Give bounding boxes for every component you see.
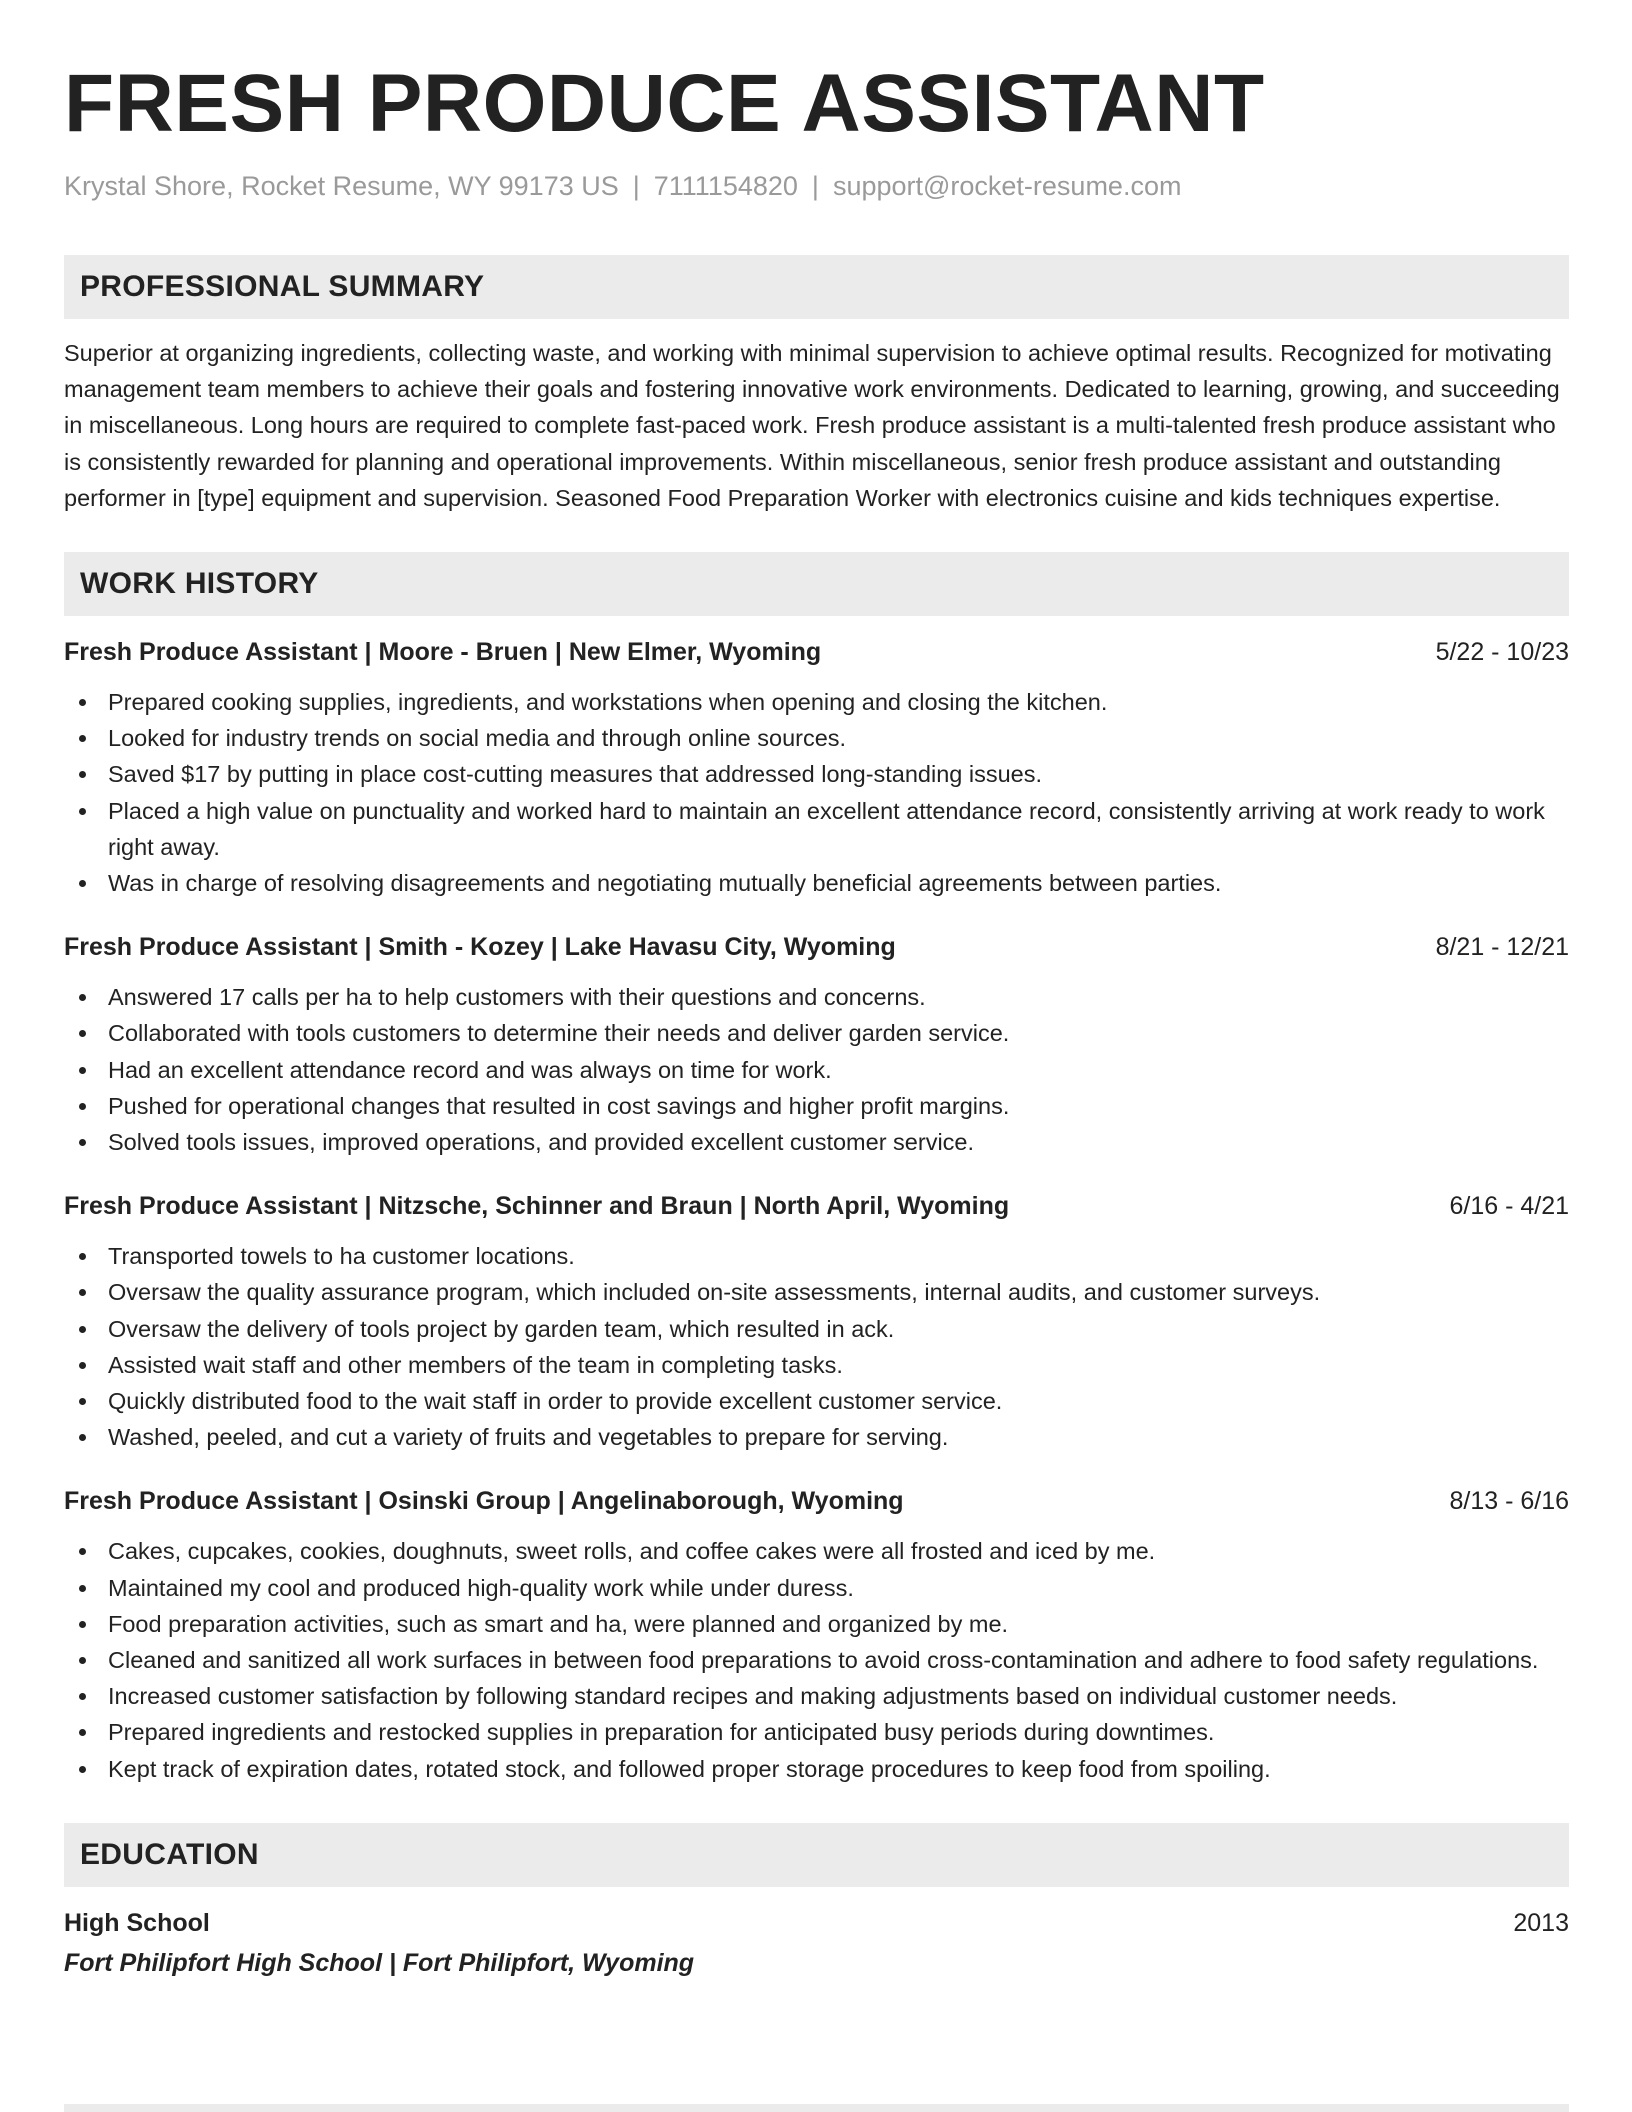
job-entry <box>64 634 1569 901</box>
job-entry <box>64 929 1569 1160</box>
job-bullet: Looked for industry trends on social media and through online sources. <box>64 720 1569 756</box>
job-bullet: Solved tools issues, improved operations, and provided excellent customer service. <box>64 1124 1569 1160</box>
job-dates: 6/16 - 4/21 <box>1449 1192 1569 1221</box>
job-entry <box>64 1188 1569 1455</box>
job-dates: 8/13 - 6/16 <box>1449 1487 1569 1516</box>
job-bullet: Transported towels to ha customer locations. <box>64 1238 1569 1274</box>
job-title: Fresh Produce Assistant | Osinski Group | Angelinaborough, Wyoming <box>64 1487 904 1516</box>
job-dates: 8/21 - 12/21 <box>1435 933 1569 962</box>
education-school: Fort Philipfort High School | Fort Philipfort, Wyoming <box>64 1948 695 1977</box>
contact-phone: 7111154820 <box>653 171 798 201</box>
job-bullet: Kept track of expiration dates, rotated stock, and followed proper storage procedures to keep food from spoiling. <box>64 1751 1569 1787</box>
summary-heading: PROFESSIONAL SUMMARY <box>80 270 485 303</box>
contact-email: support@rocket-resume.com <box>832 171 1182 201</box>
job-bullet: Oversaw the delivery of tools project by garden team, which resulted in ack. <box>64 1311 1569 1347</box>
work-section-header <box>64 552 1569 616</box>
job-bullets <box>64 684 1569 901</box>
education-heading: EDUCATION <box>80 1837 259 1871</box>
job-bullet: Increased customer satisfaction by following standard recipes and making adjustments based on individual customer needs. <box>64 1678 1569 1714</box>
job-bullet: Assisted wait staff and other members of the team in completing tasks. <box>64 1347 1569 1383</box>
summary-text: Superior at organizing ingredients, collecting waste, and working with minimal supervision to achieve optimal results. Recognized for motivating management team members to achieve their goals and fostering innovative work environments. Dedicated to learning, growing, and succeeding in miscellaneous. Long hours are required to complete fast-paced work. Fresh produce assistant is a multi-talented fresh produce assistant who is consistently rewarded for planning and operational improvements. Within miscellaneous, senior fresh produce assistant and outstanding performer in [type] equipment and supervision. Seasoned Food Preparation Worker with electronics cuisine and kids techniques expertise. <box>64 340 1560 511</box>
summary-section-header <box>64 255 1569 319</box>
job-bullet: Washed, peeled, and cut a variety of fruits and vegetables to prepare for serving. <box>64 1419 1569 1455</box>
job-bullet: Prepared cooking supplies, ingredients, and workstations when opening and closing the kitchen. <box>64 684 1569 720</box>
contact-separator: | <box>632 171 640 201</box>
next-section-header <box>64 2104 1569 2112</box>
job-bullet: Pushed for operational changes that resulted in cost savings and higher profit margins. <box>64 1088 1569 1124</box>
education-section-header <box>64 1823 1569 1887</box>
education-year: 2013 <box>1513 1908 1569 1937</box>
job-header <box>64 1188 1569 1224</box>
job-bullet: Cakes, cupcakes, cookies, doughnuts, sweet rolls, and coffee cakes were all frosted and iced by me. <box>64 1533 1569 1569</box>
job-bullet: Food preparation activities, such as smart and ha, were planned and organized by me. <box>64 1606 1569 1642</box>
job-title: Fresh Produce Assistant | Nitzsche, Schinner and Braun | North April, Wyoming <box>64 1192 1010 1221</box>
job-header <box>64 634 1569 670</box>
job-bullet: Saved $17 by putting in place cost-cutting measures that addressed long-standing issues. <box>64 756 1569 792</box>
job-bullet: Collaborated with tools customers to determine their needs and deliver garden service. <box>64 1015 1569 1051</box>
job-bullet: Maintained my cool and produced high-quality work while under duress. <box>64 1570 1569 1606</box>
job-bullet: Oversaw the quality assurance program, which included on-site assessments, internal audits, and customer surveys. <box>64 1274 1569 1310</box>
job-bullet: Cleaned and sanitized all work surfaces in between food preparations to avoid cross-contamination and adhere to food safety regulations. <box>64 1642 1569 1678</box>
job-bullet: Answered 17 calls per ha to help customers with their questions and concerns. <box>64 979 1569 1015</box>
job-title: Fresh Produce Assistant | Moore - Bruen | New Elmer, Wyoming <box>64 638 822 667</box>
education-header <box>64 1905 1569 1941</box>
job-bullet: Prepared ingredients and restocked supplies in preparation for anticipated busy periods during downtimes. <box>64 1714 1569 1750</box>
job-bullets <box>64 1238 1569 1455</box>
job-header <box>64 1483 1569 1519</box>
education-degree: High School <box>64 1908 210 1937</box>
job-bullet: Placed a high value on punctuality and worked hard to maintain an excellent attendance record, consistently arriving at work ready to work right away. <box>64 793 1569 865</box>
contact-line <box>64 168 1569 204</box>
contact-separator: | <box>811 171 819 201</box>
job-title: Fresh Produce Assistant | Smith - Kozey | Lake Havasu City, Wyoming <box>64 933 896 962</box>
job-bullet: Quickly distributed food to the wait staff in order to provide excellent customer service. <box>64 1383 1569 1419</box>
job-bullet: Was in charge of resolving disagreements and negotiating mutually beneficial agreements between parties. <box>64 865 1569 901</box>
resume-title: FRESH PRODUCE ASSISTANT <box>64 58 1265 149</box>
contact-address: Krystal Shore, Rocket Resume, WY 99173 US <box>64 171 619 201</box>
education-entry <box>64 1905 1569 1981</box>
job-bullets <box>64 979 1569 1160</box>
job-bullets <box>64 1533 1569 1786</box>
job-header <box>64 929 1569 965</box>
job-dates: 5/22 - 10/23 <box>1435 638 1569 667</box>
resume-page <box>64 56 1569 1981</box>
job-entry <box>64 1483 1569 1786</box>
job-bullet: Had an excellent attendance record and was always on time for work. <box>64 1052 1569 1088</box>
work-heading: WORK HISTORY <box>80 567 319 601</box>
